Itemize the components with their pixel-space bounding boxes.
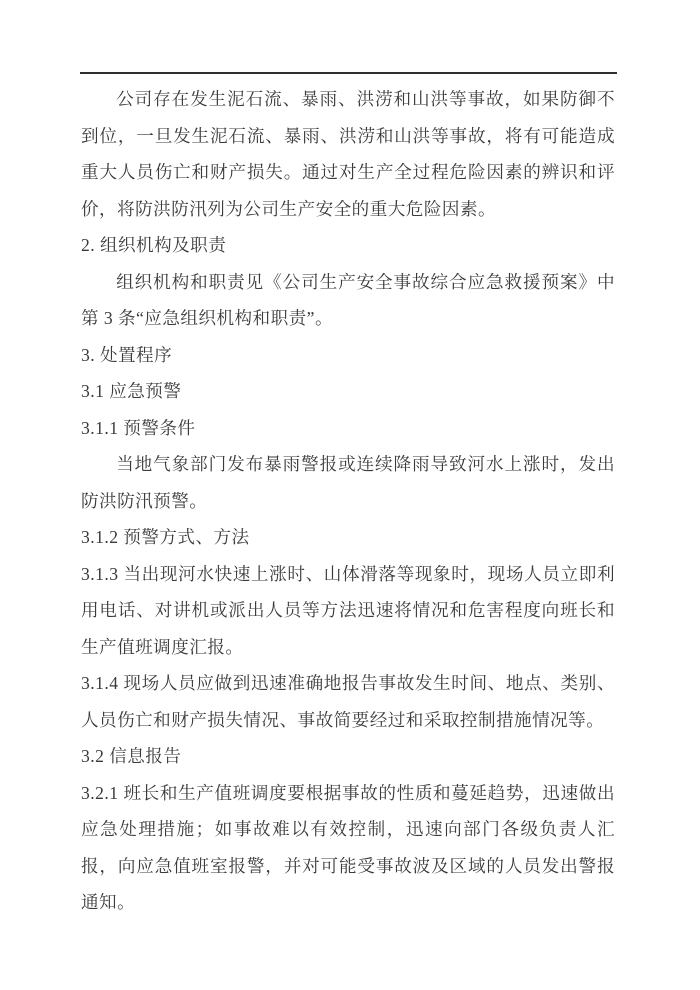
body-paragraph-organization-ref: 组织机构和职责见《公司生产安全事故综合应急救援预案》中第 3 条“应急组织机构和职责”。 (81, 271, 615, 328)
heading-3-1-1-warning-conditions: 3.1.1 预警条件 (81, 417, 196, 438)
body-paragraph-3-2-1-dispatch-response: 3.2.1 班长和生产值班调度要根据事故的性质和蔓延趋势，迅速做出应急处理措施；如事故难以有效控制，迅速向部门各级负责人汇报，向应急值班室报警，并对可能受事故波及区域的人员发出警报通知。 (81, 782, 615, 912)
body-paragraph-warning-trigger: 当地气象部门发布暴雨警报或连续降雨导致河水上涨时，发出防洪防汛预警。 (81, 454, 615, 511)
header-rule (80, 72, 617, 74)
heading-3-disposal-procedure: 3. 处置程序 (81, 344, 173, 365)
heading-3-2-information-report: 3.2 信息报告 (81, 746, 182, 766)
body-paragraph-risk-overview: 公司存在发生泥石流、暴雨、洪涝和山洪等事故，如果防御不到位，一旦发生泥石流、暴雨、洪涝和山洪等事故，将有可能造成重大人员伤亡和财产损失。通过对生产全过程危险因素的辨识和评价，将防洪防汛列为公司生产安全的重大危险因素。 (81, 89, 615, 219)
document-body (81, 81, 615, 921)
body-paragraph-3-1-3-onsite-report: 3.1.3 当出现河水快速上涨时、山体滑落等现象时，现场人员立即利用电话、对讲机或派出人员等方法迅速将情况和危害程度向班长和生产值班调度汇报。 (81, 563, 615, 657)
heading-2-organization: 2. 组织机构及职责 (81, 235, 227, 255)
heading-3-1-emergency-warning: 3.1 应急预警 (81, 381, 182, 401)
body-paragraph-3-1-4-report-content: 3.1.4 现场人员应做到迅速准确地报告事故发生时间、地点、类别、人员伤亡和财产损失情况、事故简要经过和采取控制措施情况等。 (81, 673, 615, 730)
heading-3-1-2-warning-methods: 3.1.2 预警方式、方法 (81, 527, 250, 547)
